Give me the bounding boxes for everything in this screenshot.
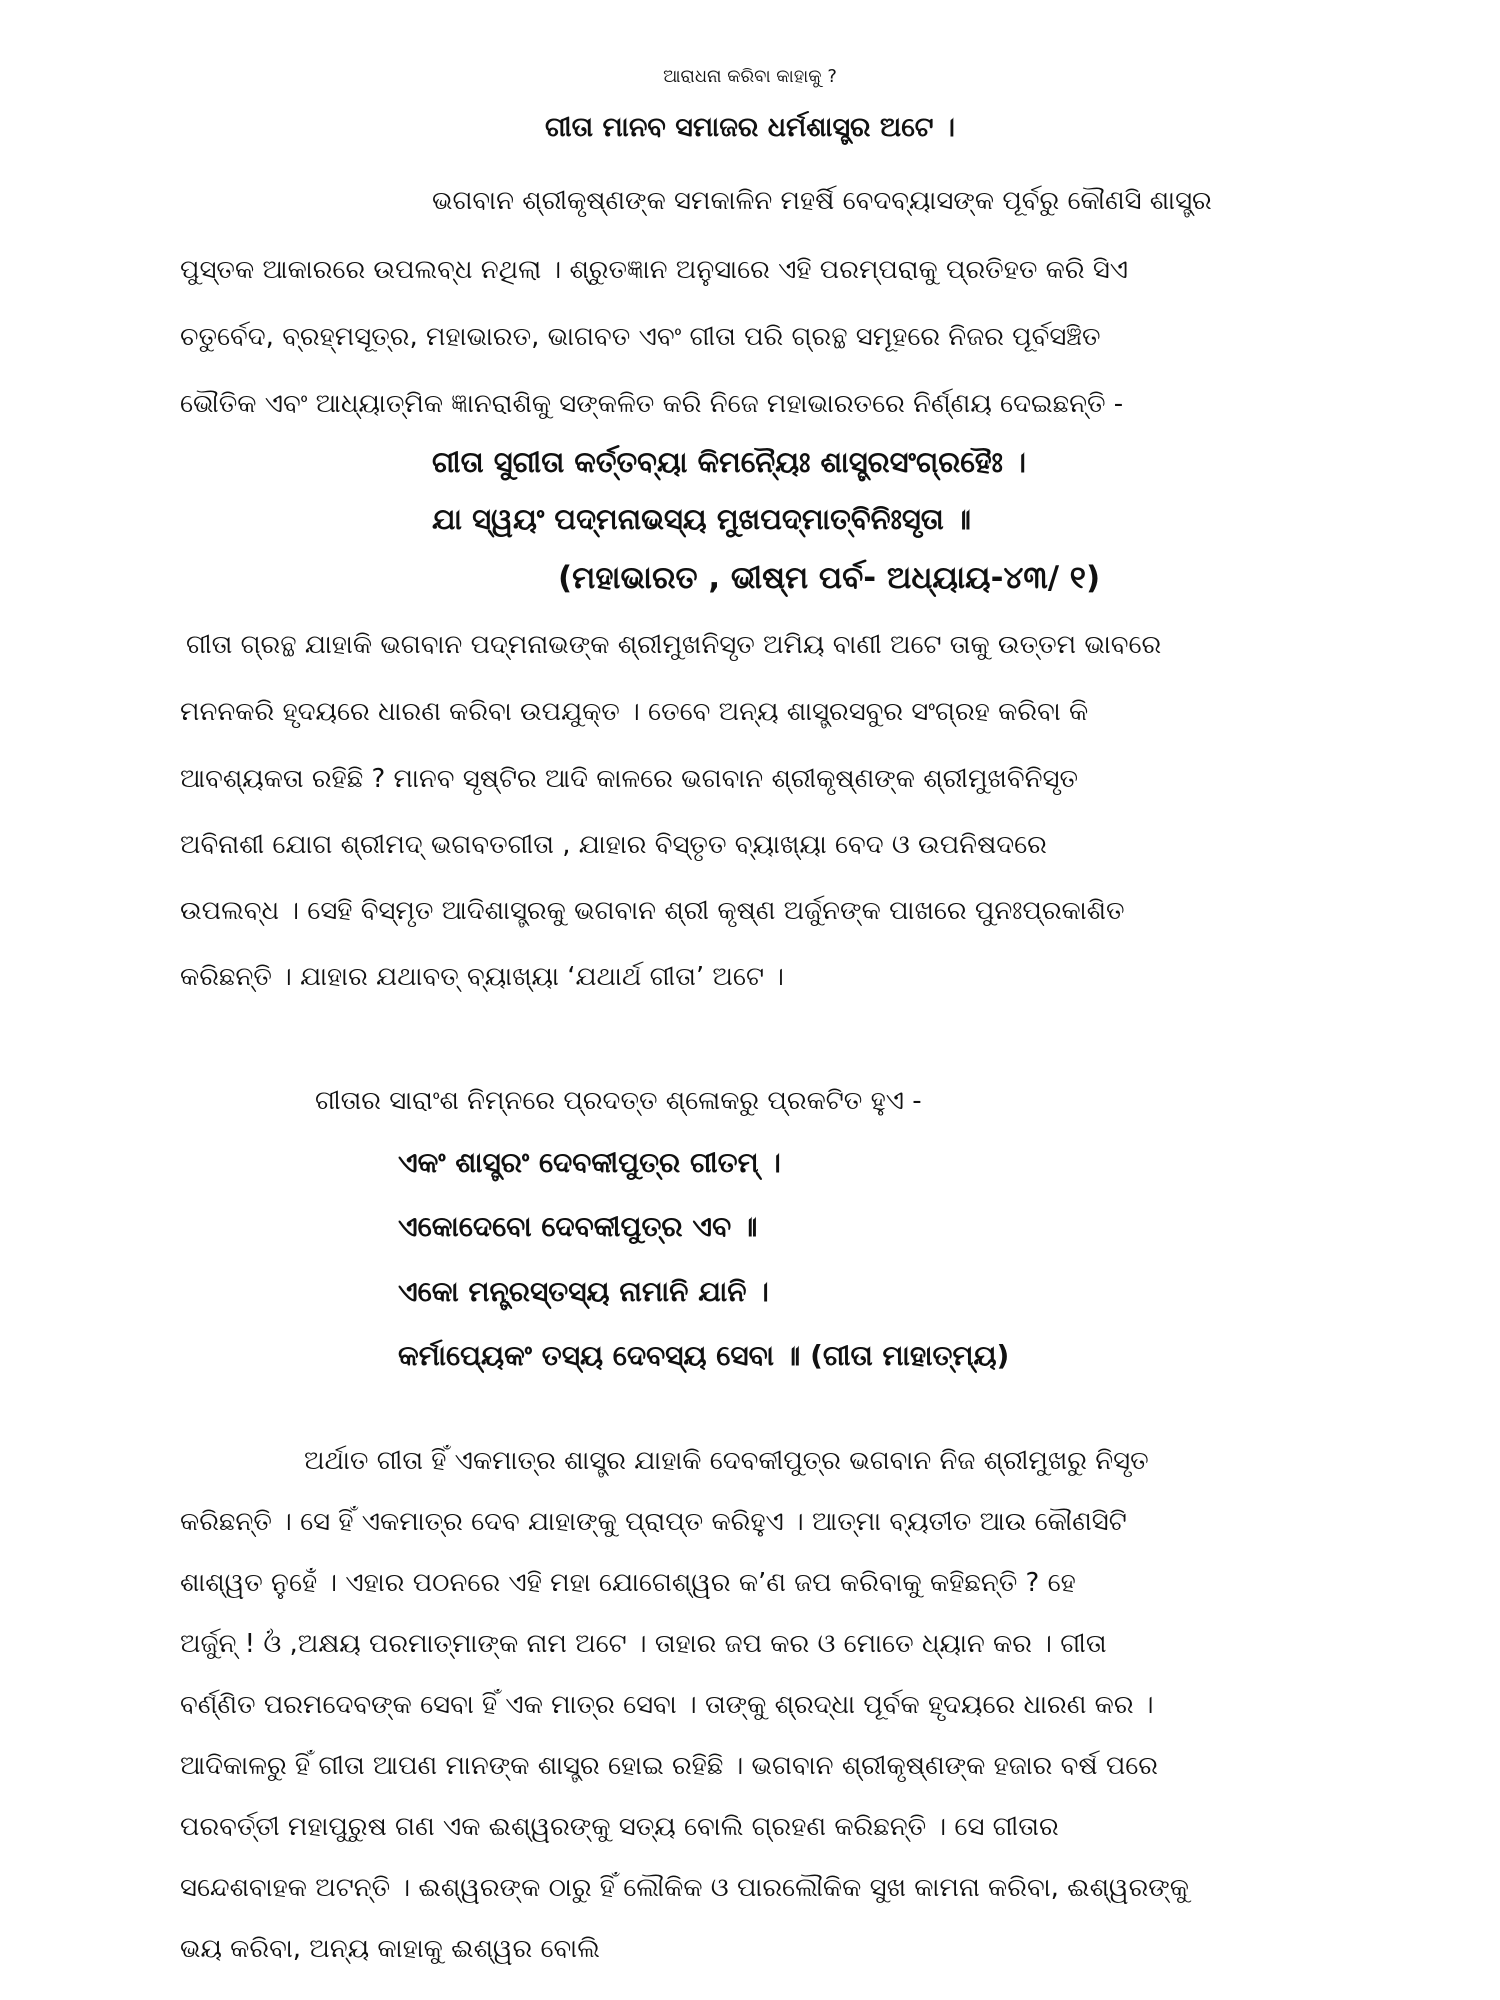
explanation-paragraph-line: ମନନକରି ହୃଦୟରେ ଧାରଣ କରିବା ଉପଯୁକ୍ତ । ତେବେ ଅନ୍ୟ ଶାସ୍ତ୍ରସବୁର ସଂଗ୍ରହ କରିବା କି (180, 697, 1089, 727)
meaning-paragraph-line: ବର୍ଣ୍ଣିତ ପରମଦେବଙ୍କ ସେବା ହିଁ ଏକ ମାତ୍ର ସେବା । ତାଙ୍କୁ ଶ୍ରଦ୍ଧା ପୂର୍ବକ ହୃଦୟରେ ଧାରଣ କର । (180, 1690, 1154, 1720)
explanation-paragraph-line: ଆବଶ୍ୟକତା ରହିଛି ? ମାନବ ସୃଷ୍ଟିର ଆଦି କାଳରେ ଭଗବାନ ଶ୍ରୀକୃଷ୍ଣଙ୍କ ଶ୍ରୀମୁଖବିନିସୃତ (180, 764, 1078, 794)
summary-verse-line: ଏକଂ ଶାସ୍ତ୍ରଂ ଦେବକୀପୁତ୍ର ଗୀତମ୍ । (398, 1146, 781, 1179)
explanation-paragraph-line: ଉପଲବ୍ଧ । ସେହି ବିସ୍ମୃତ ଆଦିଶାସ୍ତ୍ରକୁ ଭଗବାନ ଶ୍ରୀ କୃଷ୍ଣ ଅର୍ଜୁନଙ୍କ ପାଖରେ ପୁନଃପ୍ରକାଶିତ (180, 896, 1125, 926)
explanation-paragraph-line: କରିଛନ୍ତି । ଯାହାର ଯଥାବତ୍ ବ୍ୟାଖ୍ୟା ‘ଯଥାର୍ଥ ଗୀତା’ ଅଟେ । (180, 962, 784, 992)
meaning-paragraph-line: ଶାଶ୍ୱତ ନୁହେଁ । ଏହାର ପଠନରେ ଏହି ମହା ଯୋଗେଶ୍ୱର କ’ଣ ଜପ କରିବାକୁ କହିଛନ୍ତି ? ହେ (180, 1568, 1076, 1598)
summary-verse-line: ଏକୋ ମନ୍ତ୍ରସ୍ତସ୍ୟ ନାମାନି ଯାନି । (398, 1275, 769, 1308)
mahabharata-verse-line: ଯା ସ୍ୱୟଂ ପଦ୍ମନାଭସ୍ୟ ମୁଖପଦ୍ମାତ୍‌ବିନିଃସୃତା ॥ (432, 502, 972, 536)
summary-verse-line: କର୍ମାପ୍ୟେକଂ ତସ୍ୟ ଦେବସ୍ୟ ସେବା ॥ (ଗୀତା ମାହାତ୍ମ୍ୟ) (398, 1339, 1010, 1372)
top-question: ଆରାଧନା କରିବା କାହାକୁ ? (663, 66, 837, 87)
mahabharata-reference: (ମହାଭାରତ , ଭୀଷ୍ମ ପର୍ବ- ଅଧ୍ୟାୟ-୪୩/ ୧) (558, 560, 1101, 596)
intro-paragraph-line: ଭଗବାନ ଶ୍ରୀକୃଷ୍ଣଙ୍କ ସମକାଳିନ ମହର୍ଷି ବେଦବ୍ୟାସଙ୍କ ପୂର୍ବରୁ କୌଣସି ଶାସ୍ତ୍ର (432, 186, 1212, 216)
mahabharata-verse-line: ଗୀତା ସୁଗୀତା କର୍ତ୍ତବ୍ୟା କିମନ୍ୟୈଃ ଶାସ୍ତ୍ରସଂଗ୍ରହୈଃ । (432, 445, 1027, 479)
meaning-paragraph-line: ପରବର୍ତ୍ତୀ ମହାପୁରୁଷ ଗଣ ଏକ ଈଶ୍ୱରଙ୍କୁ ସତ୍ୟ ବୋଲି ଗ୍ରହଣ କରିଛନ୍ତି । ସେ ଗୀତାର (180, 1812, 1059, 1842)
meaning-paragraph-line: ସନ୍ଦେଶବାହକ ଅଟନ୍ତି । ଈଶ୍ୱରଙ୍କ ଠାରୁ ହିଁ ଲୌକିକ ଓ ପାରଲୌକିକ ସୁଖ କାମନା କରିବା, ଈଶ୍ୱରଙ୍କୁ (180, 1873, 1190, 1903)
intro-paragraph-line: ପୁସ୍ତକ ଆକାରରେ ଉପଲବ୍ଧ ନଥିଲା । ଶ୍ରୁତଜ୍ଞାନ ଅନୁସାରେ ଏହି ପରମ୍ପରାକୁ ପ୍ରତିହତ କରି ସିଏ (180, 255, 1129, 285)
meaning-paragraph-line: ଭୟ କରିବା, ଅନ୍ୟ କାହାକୁ ଈଶ୍ୱର ବୋଲି (180, 1934, 600, 1964)
meaning-paragraph-line: ଆଦିକାଳରୁ ହିଁ ଗୀତା ଆପଣ ମାନଙ୍କ ଶାସ୍ତ୍ର ହୋଇ ରହିଛି । ଭଗବାନ ଶ୍ରୀକୃଷ୍ଣଙ୍କ ହଜାର ବର୍ଷ ପରେ (180, 1751, 1158, 1781)
meaning-paragraph-line: ଅର୍ଜୁନ୍ ! ଓଁ ,ଅକ୍ଷୟ ପରମାତ୍ମାଙ୍କ ନାମ ଅଟେ । ତାହାର ଜପ କର ଓ ମୋତେ ଧ୍ୟାନ କର । ଗୀତା (180, 1629, 1107, 1659)
explanation-paragraph-line: ଅବିନାଶୀ ଯୋଗ ଶ୍ରୀମଦ୍ ଭଗବତଗୀତା , ଯାହାର ବିସ୍ତୃତ ବ୍ୟାଖ୍ୟା ବେଦ ଓ ଉପନିଷଦରେ (180, 830, 1047, 860)
intro-paragraph-line: ଚତୁର୍ବେଦ, ବ୍ରହ୍ମସୂତ୍ର, ମହାଭାରତ, ଭାଗବତ ଏବଂ ଗୀତା ପରି ଗ୍ରନ୍ଥ ସମୂହରେ ନିଜର ପୂର୍ବସଞ୍ଚିତ (180, 322, 1101, 352)
intro-paragraph-line: ଭୌତିକ ଏବଂ ଆଧ୍ୟାତ୍ମିକ ଜ୍ଞାନରାଶିକୁ ସଙ୍କଳିତ କରି ନିଜେ ମହାଭାରତରେ ନିର୍ଣ୍ଣୟ ଦେଇଛନ୍ତି - (180, 389, 1124, 419)
page-heading: ଗୀତା ମାନବ ସମାଜର ଧର୍ମଶାସ୍ତ୍ର ଅଟେ । (544, 112, 955, 143)
meaning-paragraph-line: ଅର୍ଥାତ ଗୀତା ହିଁ ଏକମାତ୍ର ଶାସ୍ତ୍ର ଯାହାକି ଦେବକୀପୁତ୍ର ଭଗବାନ ନିଜ ଶ୍ରୀମୁଖରୁ ନିସୃତ (304, 1446, 1149, 1476)
summary-intro: ଗୀତାର ସାରାଂଶ ନିମ୍ନରେ ପ୍ରଦତ୍ତ ଶ୍ଳୋକରୁ ପ୍ରକଟିତ ହୁଏ - (315, 1086, 922, 1116)
meaning-paragraph-line: କରିଛନ୍ତି । ସେ ହିଁ ଏକମାତ୍ର ଦେବ ଯାହାଙ୍କୁ ପ୍ରାପ୍ତ କରିହୁଏ । ଆତ୍ମା ବ୍ୟତୀତ ଆଉ କୌଣସିଟି (180, 1507, 1127, 1537)
explanation-paragraph-line: ଗୀତା ଗ୍ରନ୍ଥ ଯାହାକି ଭଗବାନ ପଦ୍ମନାଭଙ୍କ ଶ୍ରୀମୁଖନିସୃତ ଅମିୟ ବାଣୀ ଅଟେ ତାକୁ ଉତ୍ତମ ଭାବରେ (186, 630, 1162, 660)
summary-verse-line: ଏକୋଦେବୋ ଦେବକୀପୁତ୍ର ଏବ ॥ (398, 1210, 758, 1243)
